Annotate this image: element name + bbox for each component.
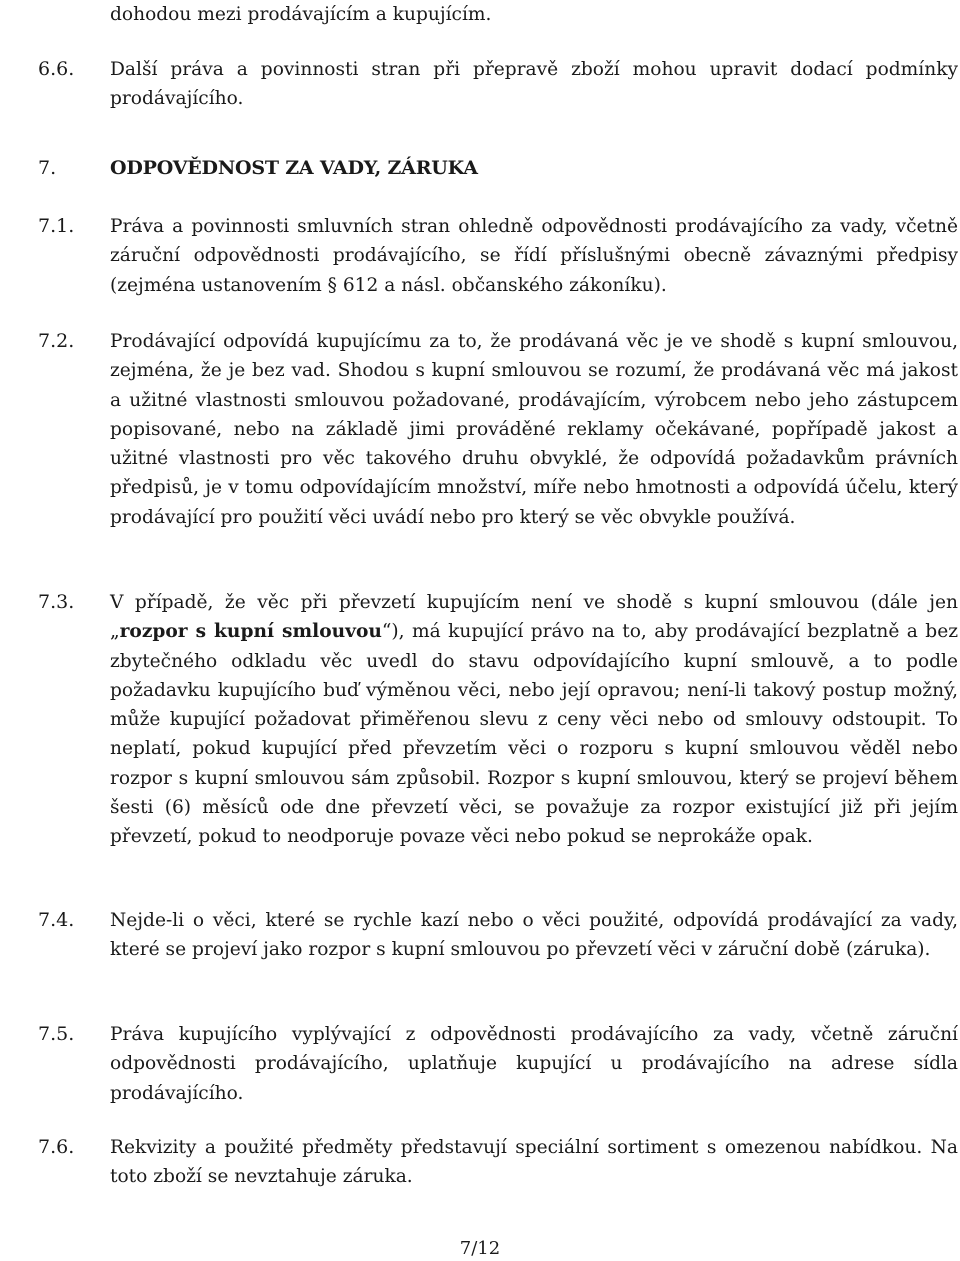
clause-text	[110, 588, 958, 852]
page-number: 7/12	[459, 1238, 501, 1259]
clause-text-after: “), má kupující právo na to, aby prodávající bezplatně a bez zbytečného odkladu věc uvedl do stavu odpovídajícího kupní smlouvě, a to podle požadavku kupujícího buď výměnou věci, nebo její opravou; není-li takový postup možný, může kupující požadovat přiměřenou slevu z ceny věci nebo od smlouvy odstoupit. To neplatí, pokud kupující před převzetím věci o rozporu s kupní smlouvou věděl nebo rozpor s kupní smlouvou sám způsobil. Rozpor s kupní smlouvou, který se projeví během šesti (6) měsíců ode dne převzetí věci, se považuje za rozpor existující již při jejím převzetí, pokud to neodporuje povaze věci nebo pokud se neprokáže opak.	[110, 621, 958, 848]
clause-number: 7.5.	[38, 1023, 75, 1045]
clause-number: 7.1.	[38, 215, 75, 237]
clause-text: Práva a povinnosti smluvních stran ohledně odpovědnosti prodávajícího za vady, včetně záruční odpovědnosti prodávajícího, se řídí příslušnými obecně závaznými předpisy (zejména ustanovením § 612 a násl. občanského zákoníku).	[110, 216, 958, 296]
clause-number: 7.3.	[38, 591, 75, 613]
clause-text: Nejde-li o věci, které se rychle kazí nebo o věci použité, odpovídá prodávající za vady, které se projeví jako rozpor s kupní smlouvou po převzetí věci v záruční době (záruka).	[110, 910, 958, 961]
defined-term: rozpor s kupní smlouvou	[119, 621, 382, 643]
clause-text: Prodávající odpovídá kupujícímu za to, že prodávaná věc je ve shodě s kupní smlouvou, zejména, že je bez vad. Shodou s kupní smlouvou se rozumí, že prodávaná věc má jakost a užitné vlastnosti smlouvou požadované, prodávajícím, výrobcem nebo jeho zástupcem popisované, nebo na základě jimi prováděné reklamy očekávané, popřípadě jakost a užitné vlastnosti pro věc takového druhu obvyklé, že odpovídá požadavkům právních předpisů, je v tomu odpovídajícím množství, míře nebo hmotnosti a odpovídá účelu, který prodávající pro použití věci uvádí nebo pro který se věc obvykle používá.	[110, 331, 958, 528]
clause-number: 7.4.	[38, 909, 75, 931]
clause-text: Práva kupujícího vyplývající z odpovědnosti prodávajícího za vady, včetně záruční odpovědnosti prodávajícího, uplatňuje kupující u prodávajícího na adrese sídla prodávajícího.	[110, 1024, 958, 1104]
clause-text-before: V případě, že věc při převzetí kupujícím není ve shodě s kupní smlouvou (dále jen „	[110, 592, 958, 643]
clause-text: Další práva a povinnosti stran při přepravě zboží mohou upravit dodací podmínky prodávajícího.	[110, 59, 958, 110]
clause-text: Rekvizity a použité předměty představují speciální sortiment s omezenou nabídkou. Na toto zboží se nevztahuje záruka.	[110, 1137, 958, 1188]
clause-number: 6.6.	[38, 58, 75, 80]
section-title: ODPOVĚDNOST ZA VADY, ZÁRUKA	[110, 157, 478, 179]
clause-number: 7.6.	[38, 1136, 75, 1158]
continuation-text: dohodou mezi prodávajícím a kupujícím.	[110, 4, 492, 25]
section-number: 7.	[38, 157, 57, 179]
clause-number: 7.2.	[38, 330, 75, 352]
